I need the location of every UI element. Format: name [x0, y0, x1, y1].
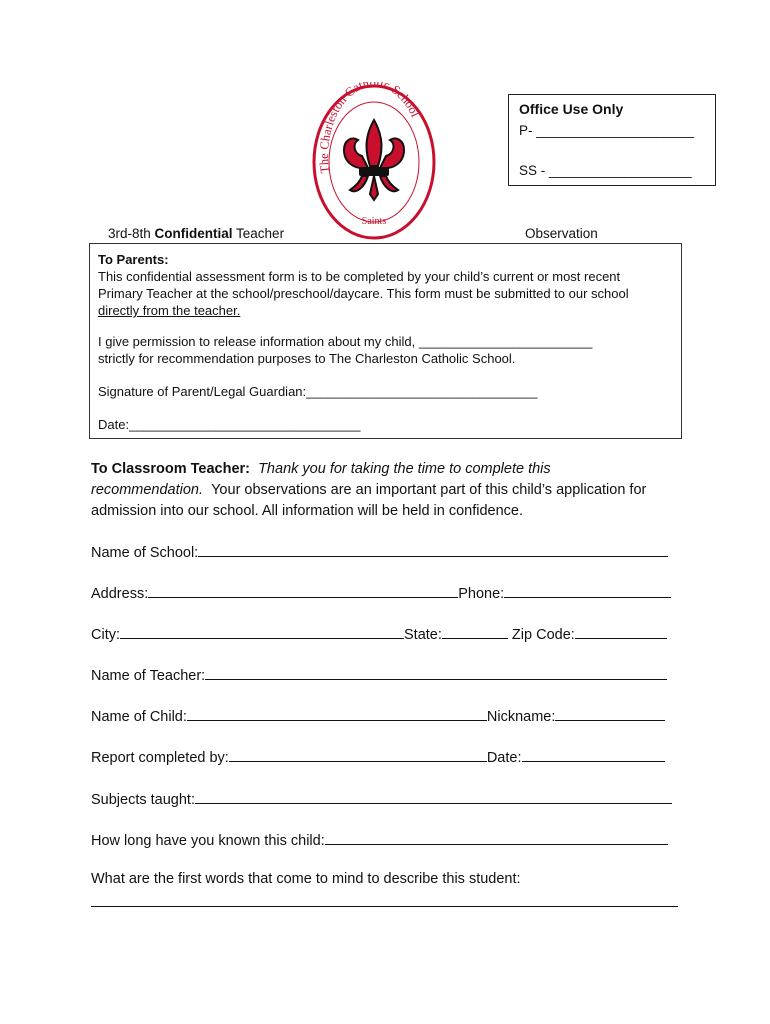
address-field[interactable]: [91, 583, 671, 602]
address-input-line[interactable]: [148, 583, 458, 598]
date-input-line[interactable]: [522, 747, 665, 762]
nickname-input-line[interactable]: [555, 706, 665, 721]
parents-line-5: strictly for recommendation purposes to The Charleston Catholic School.: [98, 351, 516, 366]
report-label: Report completed by:: [91, 750, 229, 766]
city-input-line[interactable]: [120, 624, 404, 639]
logo-ring-text: The Charleston Catholic School: [316, 82, 423, 175]
parents-line-3: directly from the teacher.: [98, 303, 241, 318]
zip-label: Zip Code:: [511, 627, 575, 643]
title-prefix: 3rd-8th: [108, 226, 155, 241]
title-suffix: Teacher: [232, 226, 285, 241]
parent-date-field[interactable]: Date:________________________________: [98, 417, 361, 432]
parents-line-2: Primary Teacher at the school/preschool/daycare. This form must be submitted to our school: [98, 286, 629, 301]
words-input-line[interactable]: [91, 906, 678, 907]
form-title: [108, 226, 284, 241]
teacher-name-field[interactable]: [91, 665, 667, 684]
intro-rest: Your observations are an important part of this child’s application for admission into our school. All information will be held in confidence.: [91, 482, 647, 519]
office-ss-field[interactable]: SS - ___________________: [519, 163, 692, 178]
teacher-intro: [91, 459, 691, 522]
subjects-field[interactable]: [91, 789, 672, 808]
nickname-label: Nickname:: [486, 709, 556, 725]
teacher-input-line[interactable]: [205, 665, 667, 680]
intro-italic: Thank you for taking the time to complete this recommendation.: [91, 461, 551, 498]
city-field[interactable]: [91, 624, 667, 643]
words-label: What are the first words that come to mind to describe this student:: [91, 871, 521, 887]
form-title-right: Observation: [525, 226, 598, 241]
address-label: Address:: [91, 586, 149, 602]
intro-bold: To Classroom Teacher:: [91, 461, 251, 477]
phone-label: Phone:: [458, 586, 505, 602]
state-input-line[interactable]: [442, 624, 508, 639]
teacher-label: Name of Teacher:: [91, 668, 206, 684]
guardian-signature-field[interactable]: Signature of Parent/Legal Guardian:________________________________: [98, 384, 538, 399]
state-label: State:: [404, 627, 442, 643]
office-p-field[interactable]: P- _____________________: [519, 123, 694, 138]
phone-input-line[interactable]: [504, 583, 671, 598]
permission-child-field[interactable]: I give permission to release information about my child, ________________________: [98, 334, 593, 349]
school-name-field[interactable]: [91, 542, 668, 561]
fleur-de-lis-icon: [310, 82, 438, 244]
date-label: Date:: [486, 750, 522, 766]
office-use-title: Office Use Only: [519, 101, 624, 117]
school-logo: [310, 82, 438, 244]
report-field[interactable]: [91, 747, 665, 766]
city-label: City:: [91, 627, 120, 643]
title-bold: Confidential: [154, 226, 233, 241]
subjects-label: Subjects taught:: [91, 792, 195, 808]
child-input-line[interactable]: [187, 706, 487, 721]
parents-section: [89, 243, 682, 439]
logo-bottom-text: Saints: [361, 216, 387, 227]
report-input-line[interactable]: [229, 747, 487, 762]
office-use-box: [508, 94, 716, 186]
school-label: Name of School:: [91, 545, 199, 561]
zip-input-line[interactable]: [575, 624, 667, 639]
school-input-line[interactable]: [198, 542, 668, 557]
child-label: Name of Child:: [91, 709, 187, 725]
subjects-input-line[interactable]: [195, 789, 672, 804]
known-input-line[interactable]: [325, 830, 668, 845]
known-field[interactable]: [91, 830, 668, 849]
child-name-field[interactable]: [91, 706, 665, 725]
parents-title: To Parents:: [98, 252, 169, 267]
parents-line-1: This confidential assessment form is to be completed by your child’s current or most recent: [98, 269, 621, 284]
known-label: How long have you known this child:: [91, 833, 325, 849]
